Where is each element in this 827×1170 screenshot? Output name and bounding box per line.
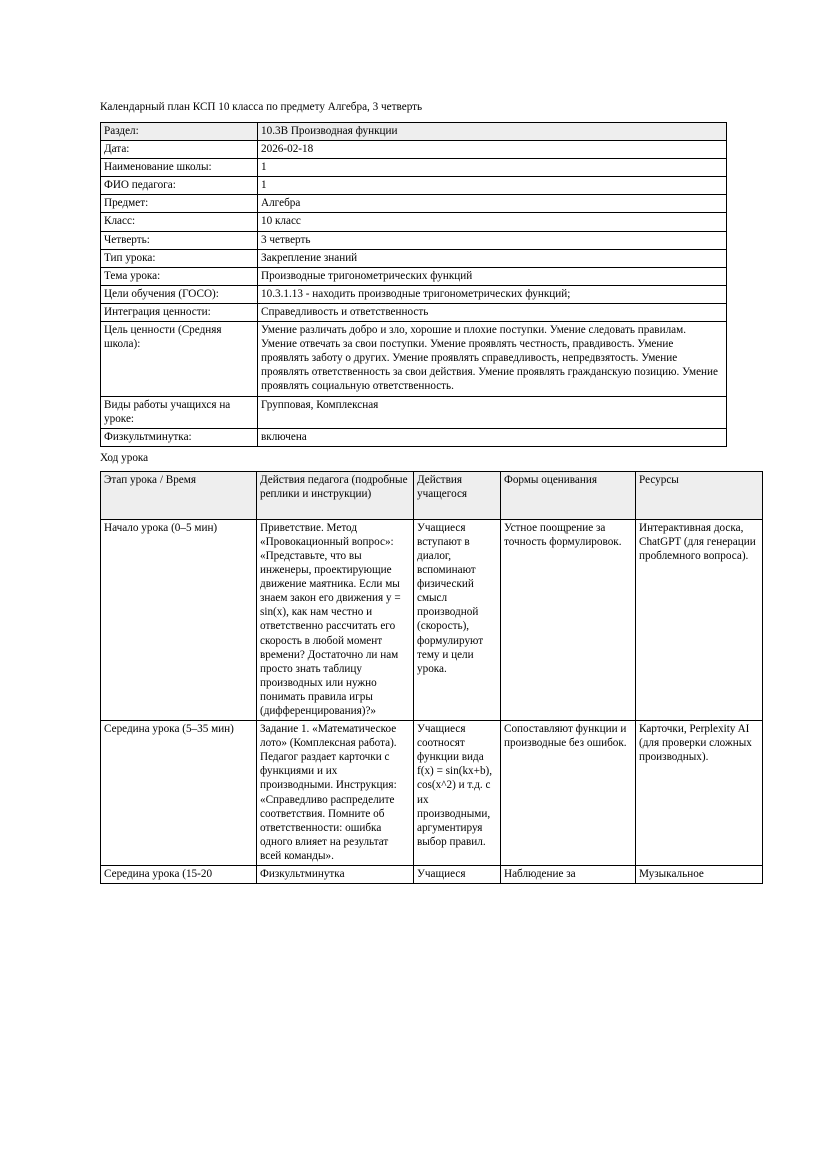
info-table-row — [101, 141, 727, 159]
flow-table-body — [101, 519, 763, 883]
page-title: Календарный план КСП 10 класса по предмету Алгебра, 3 четверть — [100, 101, 423, 113]
lesson-flow-table — [100, 471, 763, 884]
flow-header-assessment: Формы оценивания — [501, 471, 636, 519]
flow-cell-resources: Карточки, Perplexity AI (для проверки сложных производных). — [636, 721, 763, 866]
flow-header-stage: Этап урока / Время — [101, 471, 257, 519]
info-row-label: Интеграция ценности: — [101, 303, 258, 321]
info-table-row — [101, 177, 727, 195]
lesson-flow-heading: Ход урока — [100, 451, 149, 464]
info-row-value: Производные тригонометрических функций — [258, 267, 727, 285]
flow-cell-teacher: Задание 1. «Математическое лото» (Комплексная работа). Педагог раздает карточки с функциями и их производными. Инструкция: «Справедливо распределите соответствия. Помните об ответственности: ошибка одного влияет на результат всей команды». — [257, 721, 414, 866]
info-table-row — [101, 396, 727, 428]
flow-header-teacher: Действия педагога (подробные реплики и инструкции) — [257, 471, 414, 519]
flow-cell-stage: Начало урока (0–5 мин) — [101, 519, 257, 720]
flow-cell-teacher: Приветствие. Метод «Провокационный вопрос»: «Представьте, что вы инженеры, проектирующие движение маятника. Если мы знаем закон его движения y = sin(x), как нам честно и ответственно рассчитать его скорость в любой момент времени? Достаточно ли нам просто знать таблицу производных или нужно понимать правила игры (дифференцирования)?» — [257, 519, 414, 720]
info-row-label: Тема урока: — [101, 267, 258, 285]
info-table-row — [101, 159, 727, 177]
flow-cell-stage: Середина урока (15-20 — [101, 866, 257, 884]
info-row-label: Цель ценности (Средняя школа): — [101, 322, 258, 396]
flow-cell-student: Учащиеся вступают в диалог, вспоминают физический смысл производной (скорость), формулируют тему и цели урока. — [414, 519, 501, 720]
info-table-body — [101, 123, 727, 447]
info-row-value: 10.3.1.13 - находить производные тригонометрических функций; — [258, 285, 727, 303]
info-row-value: 1 — [258, 159, 727, 177]
info-row-label: ФИО педагога: — [101, 177, 258, 195]
flow-cell-resources: Интерактивная доска, ChatGPT (для генерации проблемного вопроса). — [636, 519, 763, 720]
info-row-value: Групповая, Комплексная — [258, 396, 727, 428]
info-row-value: включена — [258, 428, 727, 446]
info-row-value: 10 класс — [258, 213, 727, 231]
info-row-label: Четверть: — [101, 231, 258, 249]
info-row-value: 3 четверть — [258, 231, 727, 249]
lesson-info-table — [100, 122, 727, 447]
info-row-value: 10.3В Производная функции — [258, 123, 727, 141]
info-row-label: Физкультминутка: — [101, 428, 258, 446]
info-table-row — [101, 195, 727, 213]
flow-header-resources: Ресурсы — [636, 471, 763, 519]
info-table-row — [101, 428, 727, 446]
info-row-value: 1 — [258, 177, 727, 195]
flow-cell-student: Учащиеся — [414, 866, 501, 884]
info-row-value: Умение различать добро и зло, хорошие и плохие поступки. Умение следовать правилам. Умение отвечать за свои поступки. Умение проявлять честность, правдивость. Умение проявлять заботу о других. Умение проявлять справедливость, непредвзятость. Умение проявлять ответственность за свои действия. Умение проявлять гражданскую позицию. Умение проявлять социальную ответственность. — [258, 322, 727, 396]
info-row-value: Закрепление знаний — [258, 249, 727, 267]
info-row-value: 2026-02-18 — [258, 141, 727, 159]
flow-cell-resources: Музыкальное — [636, 866, 763, 884]
info-row-label: Виды работы учащихся на уроке: — [101, 396, 258, 428]
flow-cell-assessment: Устное поощрение за точность формулировок. — [501, 519, 636, 720]
info-row-label: Цели обучения (ГОСО): — [101, 285, 258, 303]
info-table-row — [101, 285, 727, 303]
table-row — [101, 866, 763, 884]
info-table-row — [101, 231, 727, 249]
info-table-row — [101, 267, 727, 285]
info-table-row — [101, 123, 727, 141]
flow-table-head — [101, 471, 763, 519]
info-table-row — [101, 213, 727, 231]
flow-cell-teacher: Физкультминутка — [257, 866, 414, 884]
flow-cell-assessment: Сопоставляют функции и производные без ошибок. — [501, 721, 636, 866]
info-row-value: Алгебра — [258, 195, 727, 213]
info-row-label: Наименование школы: — [101, 159, 258, 177]
flow-cell-assessment: Наблюдение за — [501, 866, 636, 884]
info-row-label: Раздел: — [101, 123, 258, 141]
info-row-label: Предмет: — [101, 195, 258, 213]
table-row — [101, 519, 763, 720]
flow-header-row — [101, 471, 763, 519]
flow-header-student: Действия учащегося — [414, 471, 501, 519]
info-row-label: Класс: — [101, 213, 258, 231]
info-table-row — [101, 322, 727, 396]
info-row-label: Тип урока: — [101, 249, 258, 267]
flow-cell-stage: Середина урока (5–35 мин) — [101, 721, 257, 866]
info-row-value: Справедливость и ответственность — [258, 303, 727, 321]
info-table-row — [101, 249, 727, 267]
table-row — [101, 721, 763, 866]
flow-cell-student: Учащиеся соотносят функции вида f(x) = sin(kx+b), cos(x^2) и т.д. с их производными, аргументируя выбор правил. — [414, 721, 501, 866]
info-table-row — [101, 303, 727, 321]
info-row-label: Дата: — [101, 141, 258, 159]
